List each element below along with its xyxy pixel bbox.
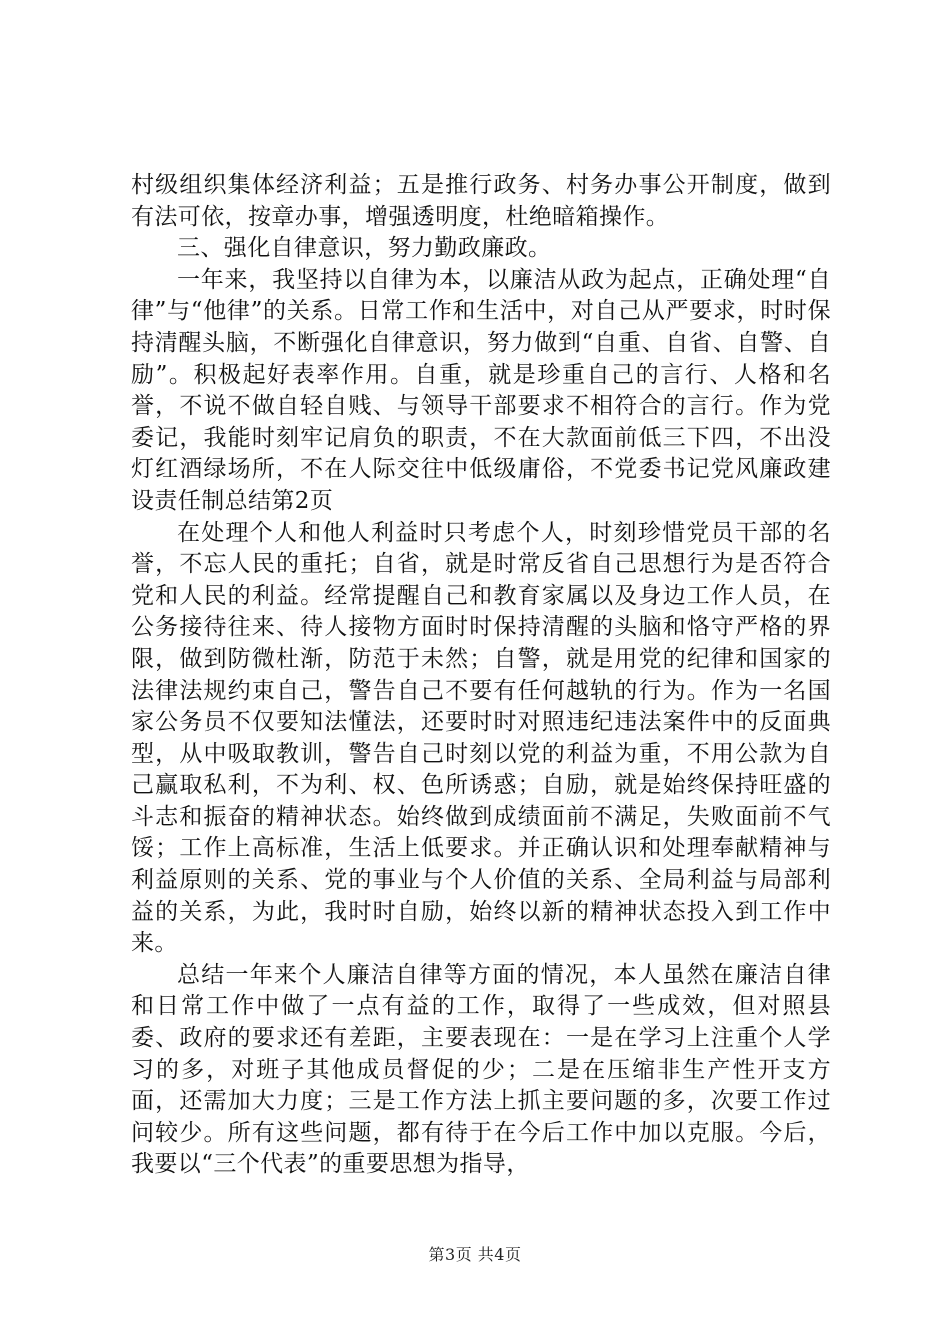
section-heading: 三、强化自律意识，努力勤政廉政。 [177, 235, 552, 262]
paragraph-interests: 在处理个人和他人利益时只考虑个人，时刻珍惜党员干部的名誉，不忘人民的重托；自省，就是时常反省自己思想行为是否符合党和人民的利益。经常提醒自己和教育家属以及身边工作人员，在公务接待往来、待人接物方面时时保持清醒的头脑和恪守严格的界限，做到防微杜渐，防范于未然；自警，就是用党的纪律和国家的法律法规约束自己，警告自己不要有任何越轨的行为。作为一名国家公务员不仅要知法懂法，还要时时对照违纪违法案件中的反面典型，从中吸取教训，警告自己时刻以党的利益为重，不用公款为自己赢取私利，不为利、权、色所诱惑；自励，就是始终保持旺盛的斗志和振奋的精神状态。始终做到成绩面前不满足，失败面前不气馁；工作上高标准，生活上低要求。并正确认识和处理奉献精神与利益原则的关系、党的事业与个人价值的关系、全局利益与局部利益的关系，为此，我时时自励，始终以新的精神状态投入到工作中来。 [131, 519, 831, 957]
page-number-footer: 第3页 共4页 [428, 1245, 522, 1264]
document-body [131, 170, 831, 1181]
paragraph-continued: 村级组织集体经济利益；五是推行政务、村务办事公开制度，做到有法可依，按章办事，增强透明度，杜绝暗箱操作。 [131, 172, 831, 230]
paragraph-summary: 总结一年来个人廉洁自律等方面的情况，本人虽然在廉洁自律和日常工作中做了一点有益的工作，取得了一些成效，但对照县委、政府的要求还有差距，主要表现在：一是在学习上注重个人学习的多，对班子其他成员督促的少；二是在压缩非生产性开支方面，还需加大力度；三是工作方法上抓主要问题的多，次要工作过问较少。所有这些问题，都有待于在今后工作中加以克服。今后，我要以“三个代表”的重要思想为指导， [131, 961, 831, 1178]
paragraph-self-discipline: 一年来，我坚持以自律为本，以廉洁从政为起点，正确处理“自律”与“他律”的关系。日常工作和生活中，对自己从严要求，时时保持清醒头脑，不断强化自律意识，努力做到“自重、自省、自警、自励”。积极起好表率作用。自重，就是珍重自己的言行、人格和名誉，不说不做自轻自贱、与领导干部要求不相符合的言行。作为党委记，我能时刻牢记肩负的职责，不在大款面前低三下四，不出没灯红酒绿场所，不在人际交往中低级庸俗，不党委书记党风廉政建设责任制总结第2页 [131, 266, 831, 514]
